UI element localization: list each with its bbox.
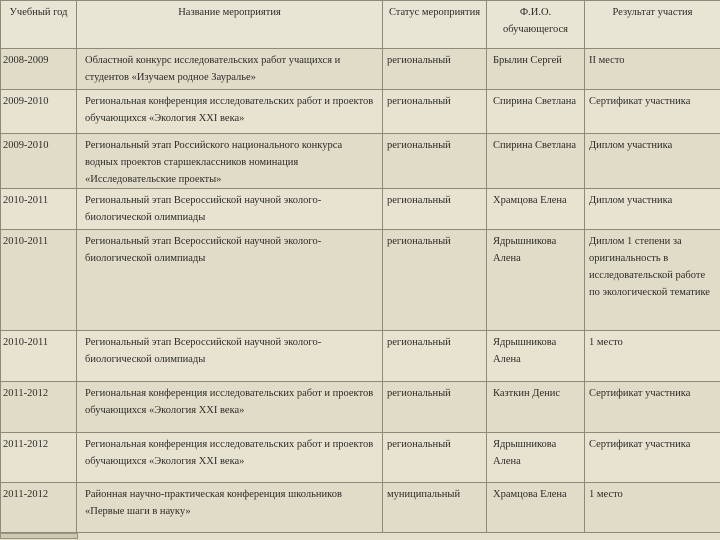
cell-result: Сертификат участника	[585, 382, 720, 433]
table-row	[1, 331, 720, 382]
table-row	[1, 189, 720, 230]
cell-year: 2009-2010	[1, 134, 77, 189]
header-event-name: Название мероприятия	[77, 1, 383, 49]
table-row	[1, 382, 720, 433]
cell-student: Храмцова Елена	[487, 483, 585, 533]
header-year: Учебный год	[1, 1, 77, 49]
table-header-row	[1, 1, 720, 49]
cell-event-name: Региональный этап Всероссийской научной эколого-биологической олимпиады	[77, 189, 383, 230]
cell-status: муниципальный	[383, 483, 487, 533]
cell-status: региональный	[383, 382, 487, 433]
cell-result: Сертификат участника	[585, 433, 720, 483]
cell-event-name: Региональный этап Всероссийской научной эколого-биологической олимпиады	[77, 331, 383, 382]
cell-student: Ядрышникова Алена	[487, 433, 585, 483]
cell-result: Диплом участника	[585, 189, 720, 230]
table-row	[1, 134, 720, 189]
cell-student: Спирина Светлана	[487, 134, 585, 189]
horizontal-scrollbar[interactable]	[0, 533, 78, 539]
cell-student: Ядрышникова Алена	[487, 230, 585, 331]
header-event-status: Статус мероприятия	[383, 1, 487, 49]
cell-student: Храмцова Елена	[487, 189, 585, 230]
cell-result: 1 место	[585, 483, 720, 533]
cell-result: Диплом 1 степени за оригинальность в исследовательской работе по экологической тематике	[585, 230, 720, 331]
table-row	[1, 230, 720, 331]
cell-status: региональный	[383, 230, 487, 331]
cell-event-name: Региональная конференция исследовательских работ и проектов обучающихся «Экология XXI века»	[77, 90, 383, 134]
cell-result: Диплом участника	[585, 134, 720, 189]
cell-result: II место	[585, 49, 720, 90]
cell-event-name: Районная научно-практическая конференция школьников «Первые шаги в науку»	[77, 483, 383, 533]
cell-student: Казткин Денис	[487, 382, 585, 433]
cell-student: Ядрышникова Алена	[487, 331, 585, 382]
cell-event-name: Областной конкурс исследовательских работ учащихся и студентов «Изучаем родное Зауралье»	[77, 49, 383, 90]
header-result: Результат участия	[585, 1, 720, 49]
cell-event-name: Региональный этап Российского национального конкурса водных проектов старшеклассников номинация «Исследовательские проекты»	[77, 134, 383, 189]
cell-year: 2011-2012	[1, 433, 77, 483]
cell-status: региональный	[383, 49, 487, 90]
cell-status: региональный	[383, 433, 487, 483]
cell-status: региональный	[383, 189, 487, 230]
cell-student: Спирина Светлана	[487, 90, 585, 134]
cell-year: 2009-2010	[1, 90, 77, 134]
cell-year: 2010-2011	[1, 189, 77, 230]
cell-event-name: Региональный этап Всероссийской научной эколого-биологической олимпиады	[77, 230, 383, 331]
cell-student: Брылин Сергей	[487, 49, 585, 90]
cell-status: региональный	[383, 331, 487, 382]
table-row	[1, 90, 720, 134]
table-row	[1, 49, 720, 90]
table-row	[1, 433, 720, 483]
cell-status: региональный	[383, 134, 487, 189]
cell-year: 2011-2012	[1, 483, 77, 533]
table-row	[1, 483, 720, 533]
cell-status: региональный	[383, 90, 487, 134]
cell-event-name: Региональная конференция исследовательских работ и проектов обучающихся «Экология XXI века»	[77, 382, 383, 433]
cell-result: 1 место	[585, 331, 720, 382]
cell-year: 2010-2011	[1, 331, 77, 382]
cell-year: 2011-2012	[1, 382, 77, 433]
cell-result: Сертификат участника	[585, 90, 720, 134]
header-student-name: Ф.И.О. обучающегося	[487, 1, 585, 49]
cell-event-name: Региональная конференция исследовательских работ и проектов обучающихся «Экология XXI века»	[77, 433, 383, 483]
cell-year: 2008-2009	[1, 49, 77, 90]
cell-year: 2010-2011	[1, 230, 77, 331]
